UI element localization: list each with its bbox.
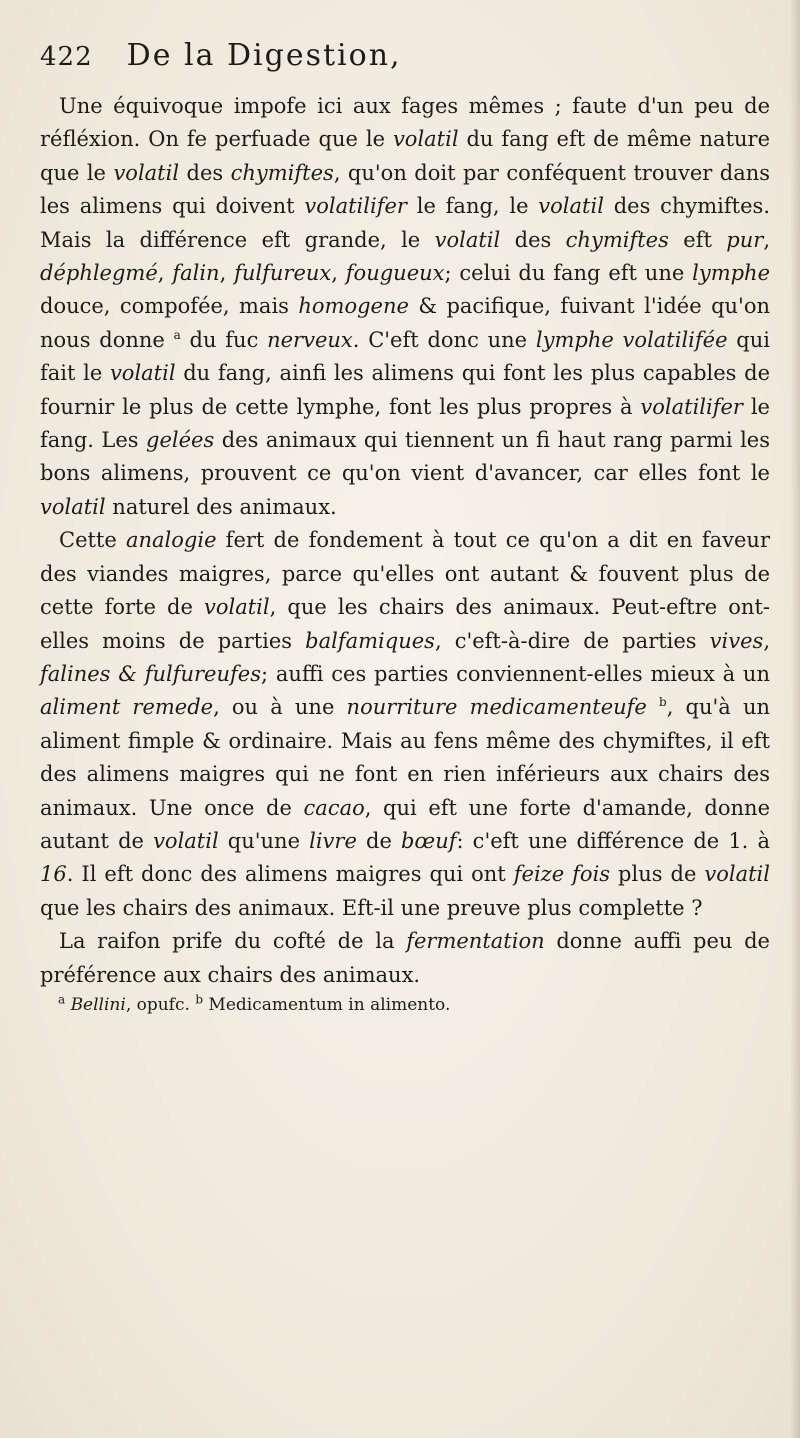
- italic-text: fermentation: [406, 929, 545, 954]
- text-run: le fang, le: [406, 194, 539, 219]
- body-text: [40, 90, 770, 992]
- italic-text: volatil: [203, 595, 270, 620]
- text-run: du fang eft de même nature que le: [40, 127, 771, 185]
- italic-text: volatil: [704, 862, 770, 887]
- footnote-text: , opufc.: [125, 994, 190, 1015]
- text-run: ,: [219, 261, 235, 286]
- italic-text: volatil: [40, 494, 106, 519]
- italic-text: livre: [309, 828, 357, 853]
- footnote-mark: a: [58, 992, 66, 1007]
- text-run: des: [500, 227, 566, 252]
- italic-text: volatil: [538, 194, 604, 219]
- text-run: du fang, ainfi les alimens qui font les plus capables de fournir le plus de cette lymphe, font les plus propres à: [40, 361, 770, 419]
- text-run: plus de: [610, 862, 705, 887]
- text-run: des animaux qui tiennent un fi haut rang parmi les bons alimens, prouvent ce qu'on vient d'avancer, car elles font le: [40, 428, 770, 486]
- text-run: fert de fondement à tout ce qu'on a dit en faveur des viandes maigres, parce qu'elles ont autant & fouvent plus de cette forte de: [40, 528, 770, 620]
- text-run: de: [356, 828, 401, 853]
- text-run: ,: [157, 261, 173, 286]
- running-header: [40, 38, 770, 90]
- footnote-mark: b: [195, 992, 203, 1007]
- text-run: ,: [763, 628, 771, 653]
- text-run: : c'eft une différence de 1. à: [456, 828, 770, 853]
- text-run: & pacifique, fuivant l'idée qu'on nous donne: [40, 294, 770, 352]
- text-run: , qu'on doit par conféquent trouver dans les alimens qui doivent: [40, 160, 771, 219]
- text-run: , ou à une: [213, 695, 347, 720]
- text-run: ,: [763, 227, 770, 252]
- italic-text: fulfureux: [234, 261, 332, 286]
- italic-text: volatil: [113, 160, 180, 185]
- italic-text: balfamiques: [305, 628, 435, 653]
- paragraph: [40, 90, 770, 524]
- italic-text: analogie: [125, 528, 217, 553]
- italic-text: volatilifer: [640, 394, 743, 419]
- text-run: du fuc: [180, 327, 268, 352]
- italic-text: chymiftes: [230, 160, 334, 185]
- text-run: naturel des animaux.: [105, 494, 337, 519]
- italic-text: aliment remede: [40, 695, 214, 720]
- text-run: des: [179, 160, 231, 185]
- italic-text: déphlegmé: [40, 261, 158, 286]
- italic-text: gelées: [146, 428, 215, 453]
- text-run: Une équivoque impofe ici aux fages mêmes ; faute d'un peu de réfléxion. On fe perfuade que le: [40, 94, 770, 152]
- italic-text: volatil: [153, 828, 219, 853]
- text-run: douce, compofée, mais: [40, 294, 299, 319]
- text-run: ; auffi ces parties conviennent-elles mieux à un: [260, 661, 770, 686]
- text-run: . Il eft donc des alimens maigres qui ont: [66, 862, 514, 887]
- page-edge-shadow: [790, 0, 800, 1438]
- italic-text: feize fois: [513, 862, 611, 887]
- italic-text: nourriture medicamenteufe: [346, 695, 647, 720]
- text-run: le fang. Les: [40, 394, 770, 453]
- italic-text: lymphe: [692, 261, 771, 286]
- italic-text: 16: [40, 862, 67, 887]
- text-run: [647, 695, 659, 719]
- text-run: qui fait le: [40, 327, 770, 386]
- footnote-text: Medicamentum in alimento.: [208, 994, 451, 1015]
- text-run: , qu'à un aliment fimple & ordinaire. Mais au fens même des chymiftes, il eft des alimens maigres qui ne font en rien inférieurs aux chairs des animaux. Une once de: [40, 695, 770, 820]
- italic-text: pur: [726, 227, 764, 252]
- italic-text: chymiftes: [565, 227, 669, 252]
- italic-text: cacao: [303, 795, 365, 820]
- text-run: que les chairs des animaux. Eft-il une preuve plus complette ?: [40, 895, 703, 920]
- running-title: De la Digestion,: [126, 38, 402, 73]
- italic-text: bœuf: [400, 828, 457, 853]
- text-run: La raifon prife du cofté de la: [59, 929, 407, 954]
- italic-text: falines & fulfureufes: [40, 661, 261, 686]
- italic-text: falin: [172, 261, 220, 286]
- text-block: [40, 38, 770, 1018]
- italic-text: volatil: [109, 361, 176, 386]
- footnote-mark: a: [173, 327, 181, 342]
- text-run: qu'une: [218, 828, 310, 853]
- footnote-mark: b: [659, 695, 667, 710]
- page-number: 422: [40, 42, 93, 72]
- text-run: donne auffi peu de préférence aux chairs des animaux.: [40, 929, 770, 987]
- text-run: . C'eft donc une: [352, 327, 536, 352]
- text-run: , que les chairs des animaux. Peut-eftre ont-elles moins de parties: [40, 595, 770, 653]
- text-run: eft: [668, 227, 727, 252]
- italic-text: homogene: [298, 294, 409, 319]
- paragraph: [40, 524, 770, 925]
- footnote-line: [58, 992, 770, 1018]
- footnote-author: Bellini: [70, 994, 126, 1015]
- text-run: , qui eft une forte d'amande, donne autant de: [40, 795, 770, 853]
- italic-text: vives: [709, 628, 764, 653]
- italic-text: fougueux: [345, 261, 445, 286]
- italic-text: volatilifer: [304, 194, 407, 219]
- italic-text: lymphe volatilifée: [535, 327, 728, 352]
- text-run: , c'eft-à-dire de parties: [434, 628, 710, 653]
- text-run: Cette: [59, 528, 126, 553]
- footnotes: [40, 992, 770, 1018]
- italic-text: nerveux: [267, 327, 353, 352]
- text-run: ,: [331, 261, 346, 286]
- italic-text: volatil: [392, 127, 459, 152]
- text-run: ; celui du fang eft une: [444, 261, 693, 286]
- paragraph: [40, 925, 770, 992]
- italic-text: volatil: [434, 227, 501, 252]
- text-run: des chymiftes. Mais la différence eft grande, le: [40, 194, 770, 252]
